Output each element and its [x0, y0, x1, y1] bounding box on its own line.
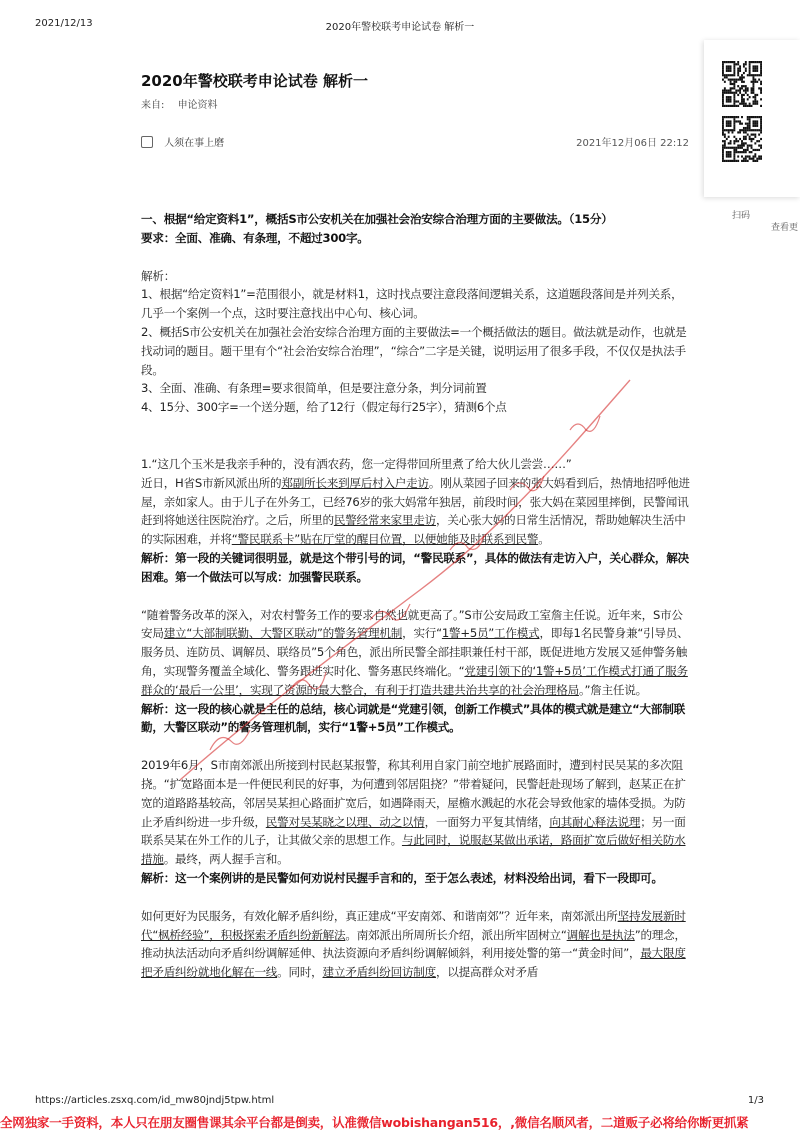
qr-caption-scan: 扫码 — [732, 211, 751, 221]
page-number: 1/3 — [747, 1095, 764, 1106]
underlined-phrase: 坚持发展新时代“枫桥经验”，积极探索矛盾纠纷新解法 — [141, 908, 686, 942]
underlined-phrase: 民警对吴某晓之以理、动之以情 — [265, 814, 425, 829]
material-4-paragraph: 如何更好为民服务，有效化解矛盾纠纷，真正建成“平安南郊、和谐南郊”？近年来，南郊派出所坚持发展新时代“枫桥经验”，积极探索矛盾纠纷新解法。南郊派出所周所长介绍，派出所牢固树立“调解也是执法”的理念，推动执法活动向矛盾纠纷调解延伸、执法资源向矛盾纠纷调解倾斜，利用接处警的第一“黄金时间”，最大限度把矛盾纠纷就地化解在一线。同时，建立矛盾纠纷回访制度，以提高群众对矛盾 — [141, 908, 686, 980]
underlined-phrase: “警民联系卡”贴在厅堂的醒目位置，以便她能及时联系到民警 — [231, 532, 539, 547]
underlined-phrase: 郑副所长来到厚后村入户走访 — [281, 475, 429, 490]
underlined-phrase: 建立“大部制联勤、大警区联动”的警务管理机制 — [163, 626, 403, 641]
analysis-point-2: 2、概括S市公安机关在加强社会治安综合治理方面的主要做法=一个概括做法的题目。做法就是动作，也就是找动词的题目。题干里有个“社会治安综合治理”，“综合”二字是关键，说明运用了很多手段，不仅仅是执法手段。 — [141, 324, 687, 377]
underlined-phrase: 1警+5员”工作模式 — [441, 626, 540, 641]
question-requirement: 要求：全面、准确、有条理，不超过300字。 — [141, 230, 369, 245]
underlined-phrase: 民警经常来家里走访 — [333, 513, 436, 528]
analysis-point-3: 3、全面、准确、有条理=要求很简单，但是要注意分条，判分词前置 — [141, 381, 487, 396]
analysis-label: 解析： — [141, 268, 176, 283]
material-1-analysis: 解析：第一段的关键词很明显，就是这个带引号的词，“警民联系”，具体的做法有走访入户，关心群众，解决困难。第一个做法可以写成：加强警民联系。 — [141, 550, 689, 584]
promo-notice: 全网独家一手资料，本人只在朋友圈售课其余平台都是倒卖，认准微信wobishangan516，,微信名顺风者，二道贩子必将给你断更抓紧 — [0, 1115, 749, 1130]
article-body — [141, 210, 693, 982]
material-3-paragraph: 2019年6月，S市南郊派出所接到村民赵某报警，称其利用自家门前空地扩展路面时，遭到村民吴某的多次阻挠。“扩宽路面本是一件便民利民的好事，为何遭到邻居阻挠？”带着疑问，民警赶赴现场了解到，赵某正在扩宽的道路路基较高，邻居吴某担心路面扩宽后，如遇降雨天，屋檐水溅起的水花会导致他家的墙体受损。为防止矛盾纠纷进一步升级，民警对吴某晓之以理、动之以情，一面努力平复其情绪，向其耐心释法说理；另一面联系吴某在外工作的儿子，让其做父亲的思想工作。与此同时，说服赵某做出承诺，路面扩宽后做好相关防水措施。最终，两人握手言和。 — [141, 758, 686, 867]
footer-url: https://articles.zsxq.com/id_mw80jndj5tpw.html — [35, 1095, 275, 1106]
qr-caption-more: 查看更 — [770, 223, 798, 233]
question-title: 一、根据“给定资料1”，概括S市公安机关在加强社会治安综合治理方面的主要做法。（15分） — [141, 212, 613, 226]
underlined-phrase: 调解也是执法 — [566, 927, 635, 942]
underlined-phrase: 党建引领下的‘1警+5员’工作模式打通了服务群众的‘最后一公里’，实现了资源的最大整合，有利于打造共建共治共享的社会治理格局 — [141, 663, 688, 697]
material-3-analysis: 解析：这一个案例讲的是民警如何劝说村民握手言和的，至于怎么表述，材料没给出词，看下一段即可。 — [141, 870, 663, 885]
material-2-analysis: 解析：这一段的核心就是主任的总结，核心词就是“党建引领，创新工作模式”具体的模式就是建立“大部制联勤，大警区联动”的警务管理机制，实行“1警+5员”工作模式。 — [141, 701, 685, 735]
publish-date: 2021年12月06日 22:12 — [576, 138, 689, 149]
print-header-title: 2020年警校联考申论试卷 解析一 — [325, 22, 475, 33]
underlined-phrase: 向其耐心释法说理 — [549, 814, 641, 829]
article-author-row — [141, 134, 689, 148]
author-avatar[interactable] — [141, 136, 153, 148]
underlined-phrase: 最大限度把矛盾纠纷就地化解在一线 — [141, 946, 686, 980]
material-2-paragraph: “随着警务改革的深入，对农村警务工作的要求自然也就更高了。”S市公安局政工室詹主任说。近年来，S市公安局建立“大部制联勤、大警区联动”的警务管理机制，实行“1警+5员”工作模式，即每1名民警身兼“引导员、服务员、连防员、调解员、联络员”5个角色，派出所民警全部挂职兼任村干部，既促进地方发展又延伸警务触角，实现警务覆盖全域化、警务跟进实时化、警务惠民终端化。“党建引领下的‘1警+5员’工作模式打通了服务群众的‘最后一公里’，实现了资源的最大整合，有利于打造共建共治共享的社会治理格局。”詹主任说。 — [141, 607, 689, 697]
author-name[interactable]: 人须在事上磨 — [164, 138, 225, 149]
print-header-date: 2021/12/13 — [35, 18, 93, 29]
material-1-paragraph: 近日，H省S市新风派出所的郑副所长来到厚后村入户走访。刚从菜园子回来的张大妈看到后，热情地招呼他进屋，亲如家人。由于儿子在外务工，已经76岁的张大妈常年独居，前段时间，张大妈在菜园里摔倒，民警闻讯赶到将她送往医院治疗。之后，所里的民警经常来家里走访，关心张大妈的日常生活情况，帮助她解决生活中的实际困难，并将“警民联系卡”贴在厅堂的醒目位置，以便她能及时联系到民警。 — [141, 475, 690, 547]
analysis-point-4: 4、15分、300字=一个送分题，给了12行（假定每行25字），猜测6个点 — [141, 400, 507, 415]
source-label: 来自: — [141, 100, 165, 111]
analysis-point-1: 1、根据“给定资料1”=范围很小，就是材料1，这时找点要注意段落间逻辑关系，这道题段落间是并列关系，几乎一个案例一个点，这时要注意找出中心句、核心词。 — [141, 287, 683, 321]
source-name[interactable]: 申论资料 — [177, 100, 218, 111]
qr-code-panel — [704, 40, 800, 233]
underlined-phrase: 建立矛盾纠纷回访制度 — [322, 965, 436, 980]
material-1-quote: 1.“这几个玉米是我亲手种的，没有洒农药，您一定得带回所里煮了给大伙儿尝尝……” — [141, 456, 572, 471]
underlined-phrase: 与此同时，说服赵某做出承诺，路面扩宽后做好相关防水措施 — [141, 833, 686, 867]
qr-code-icon — [722, 56, 762, 166]
article-source — [141, 96, 689, 111]
article-title: 2020年警校联考申论试卷 解析一 — [141, 72, 368, 90]
